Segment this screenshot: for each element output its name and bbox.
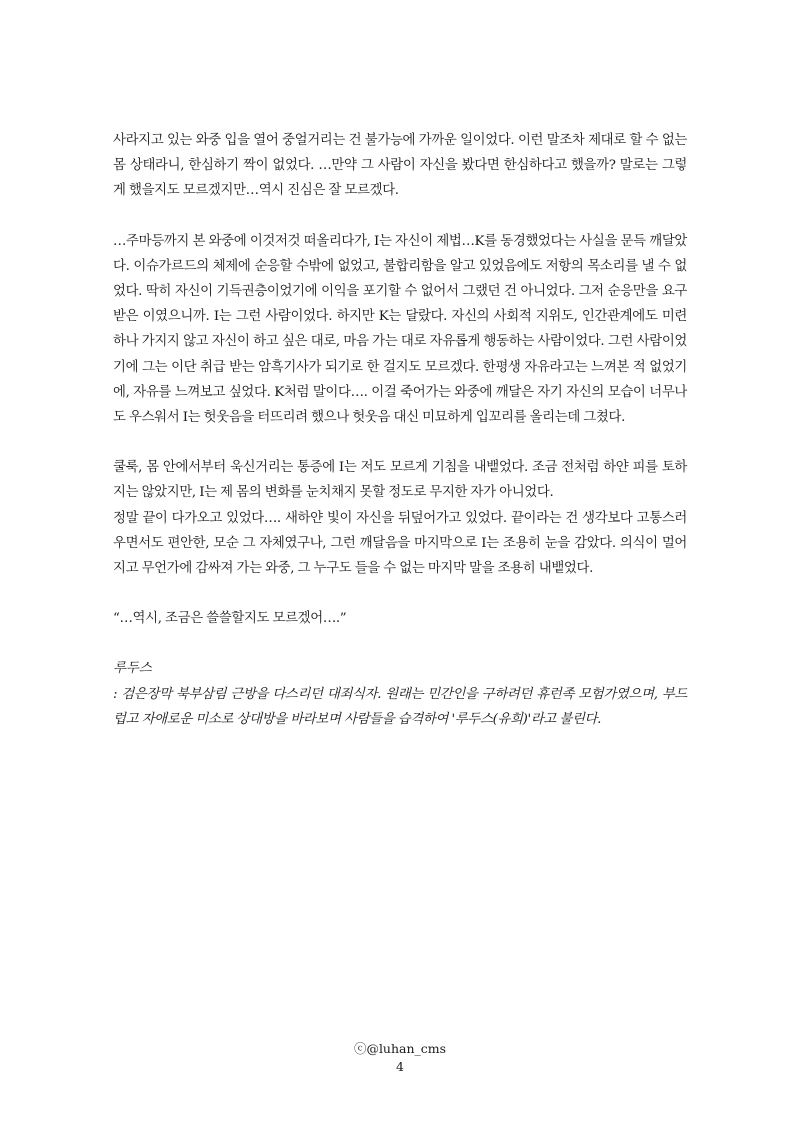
page-footer bbox=[0, 1040, 800, 1076]
paragraph-1: 사라지고 있는 와중 입을 열어 중얼거리는 건 불가능에 가까운 일이었다. 이런 말조차 제대로 할 수 없는 몸 상태라니, 한심하기 짝이 없었다. …만약 그 사람이 자신을 봤다면 한심하다고 했을까? 말로는 그렇게 했을지도 모르겠지만…역시 진심은 잘 모르겠다. bbox=[113, 133, 688, 199]
body-text bbox=[113, 128, 687, 732]
paragraph-gap bbox=[113, 204, 687, 229]
dialogue-line: “…역시, 조금은 쓸쓸할지도 모르겠어….” bbox=[113, 611, 347, 627]
paragraph-gap bbox=[113, 631, 687, 656]
footnote-title: 루두스 bbox=[113, 661, 152, 677]
footnote-body: : 검은장막 북부삼림 근방을 다스리던 대죄식자. 원래는 민간인을 구하려던 휴런족 모험가였으며, 부드럽고 자애로운 미소로 상대방을 바라보며 사람들을 습격하여 '루두스(유희)'라고 불린다. bbox=[113, 686, 687, 727]
paragraph-gap bbox=[113, 581, 687, 606]
paragraph-4: 정말 끝이 다가오고 있었다…. 새하얀 빛이 자신을 뒤덮어가고 있었다. 끝이라는 건 생각보다 고통스러우면서도 편안한, 모순 그 자체였구나, 그런 깨달음을 마지막으로 I는 조용히 눈을 감았다. 의식이 멀어지고 무언가에 감싸져 가는 와중, 그 누구도 들을 수 없는 마지막 말을 조용히 내뱉었다. bbox=[113, 510, 687, 577]
paragraph-2: …주마등까지 본 와중에 이것저것 떠올리다가, I는 자신이 제법…K를 동경했었다는 사실을 문득 깨달았다. 이슈가르드의 체제에 순응할 수밖에 없었고, 불합리함을 알고 있었음에도 저항의 목소리를 낼 수 없었다. 딱히 자신이 기득권층이었기에 이익을 포기할 수 없어서 그랬던 건 아니었다. 그저 순응만을 요구받은 이였으니까. I는 그런 사람이었다. 하지만 K는 달랐다. 자신의 사회적 지위도, 인간관계에도 미련 하나 가지지 않고 자신이 하고 싶은 대로, 마음 가는 대로 자유롭게 행동하는 사람이었다. 그런 사람이었기에 그는 이단 취급 받는 암흑기사가 되기로 한 걸지도 모르겠다. 한평생 자유라고는 느껴본 적 없었기에, 자유를 느껴보고 싶었다. K처럼 말이다…. 이걸 죽어가는 와중에 깨달은 자기 자신의 모습이 너무나도 우스워서 I는 헛웃음을 터뜨리려 했으나 헛웃음 대신 미묘하게 입꼬리를 올리는데 그쳤다. bbox=[113, 233, 688, 426]
paragraph-3: 쿨룩, 몸 안에서부터 욱신거리는 통증에 I는 저도 모르게 기침을 내뱉었다. 조금 전처럼 하얀 피를 토하지는 않았지만, I는 제 몸의 변화를 눈치채지 못할 정도로 무지한 자가 아니었다. bbox=[113, 460, 687, 501]
page-number: 4 bbox=[396, 1059, 404, 1074]
paragraph-gap bbox=[113, 430, 687, 455]
copyright-credit: ⓒ@luhan_cms bbox=[353, 1041, 447, 1056]
